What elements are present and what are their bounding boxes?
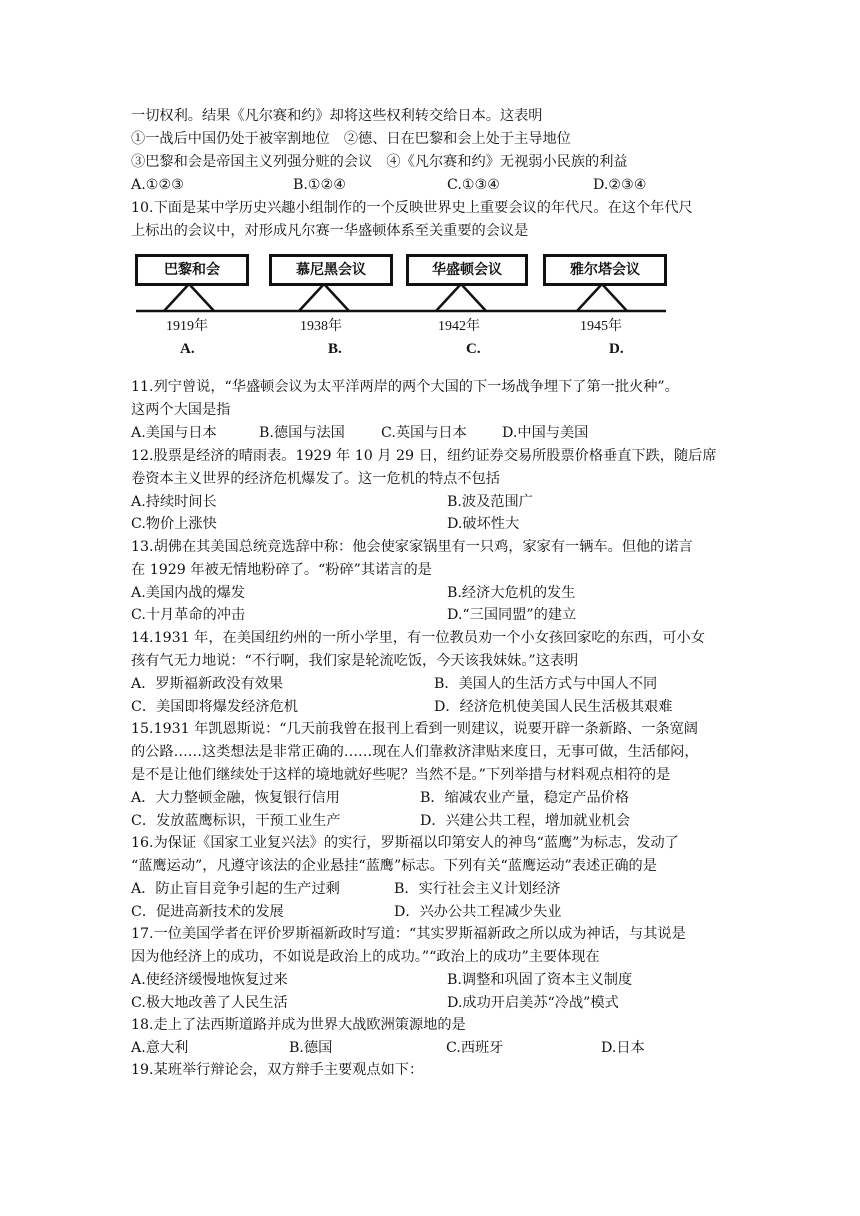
q13-stem-line1: 13.胡佛在其美国总统竞选辞中称：他会使家家锅里有一只鸡，家家有一辆车。但他的诺言 [131,539,693,555]
q11-option-b: B.德国与法国 [259,425,345,441]
q14-option-a: A．罗斯福新政没有效果 [131,676,284,692]
q18-option-a: A.意大利 [131,1040,189,1056]
q17-stem-line2: 因为他经济上的成功，不如说是政治上的成功。”“政治上的成功”主要体现在 [131,949,600,965]
timeline-letter-d: D. [609,341,624,357]
timeline-year-c: 1942年 [438,319,480,334]
timeline-year-d: 1945年 [580,319,622,334]
q16-option-b: B．实行社会主义计划经济 [394,881,561,897]
q15-option-d: D．兴建公共工程，增加就业机会 [420,813,631,829]
q16-stem-line2: “蓝鹰运动”，凡遵守该法的企业悬挂“蓝鹰”标志。下列有关“蓝鹰运动”表述正确的是 [131,858,657,874]
q18-option-d: D.日本 [601,1040,645,1056]
q15-option-c: C．发放蓝鹰标识，干预工业生产 [131,813,341,829]
q11-option-c: C.英国与日本 [381,425,467,441]
timeline-letter-b: B. [328,341,342,357]
q10-stem-line2: 上标出的会议中，对形成凡尔赛一华盛顿体系至关重要的会议是 [131,223,529,239]
q17-stem-line1: 17.一位美国学者在评价罗斯福新政时写道：“其实罗斯福新政之所以成为神话，与其说是 [131,926,686,942]
q9-option-a: A.①②③ [131,177,184,193]
q10-stem-line1: 10.下面是某中学历史兴趣小组制作的一个反映世界史上重要会议的年代尺。在这个年代尺 [131,200,693,216]
q9-statements-1-2: ①一战后中国仍处于被宰割地位 ②德、日在巴黎和会上处于主导地位 [131,131,571,147]
q16-option-d: D．兴办公共工程减少失业 [394,904,562,920]
q17-option-a: A.使经济缓慢地恢复过来 [131,972,288,988]
meeting-box-washington: 华盛顿会议 [406,254,528,286]
q9-option-b: B.①②④ [293,177,347,193]
q12-option-d: D.破坏性大 [447,516,520,532]
q11-stem-line2: 这两个大国是指 [131,402,231,418]
q18-stem: 18.走上了法西斯道路并成为世界大战欧洲策源地的是 [131,1017,466,1033]
timeline-marker-d [577,284,627,311]
timeline-marker-b [299,284,349,311]
q11-option-d: D.中国与美国 [502,425,589,441]
q9-statements-3-4: ③巴黎和会是帝国主义列强分赃的会议 ④《凡尔赛和约》无视弱小民族的利益 [131,154,628,170]
q12-stem-line2: 卷资本主义世界的经济危机爆发了。这一危机的特点不包括 [131,471,500,487]
q19-stem: 19.某班举行辩论会，双方辩手主要观点如下： [131,1062,424,1078]
q18-option-c: C.西班牙 [446,1040,504,1056]
q15-stem-line3: 是不是让他们继续处于这样的境地就好些呢？当然不是。”下列举措与材料观点相符的是 [131,767,671,783]
timeline-marker-c [436,284,486,311]
q16-option-c: C．促进高新技术的发展 [131,904,284,920]
meeting-box-munich: 慕尼黑会议 [269,254,393,286]
meeting-timeline [131,248,671,364]
timeline-year-a: 1919年 [166,319,208,334]
q15-option-b: B．缩减农业产量，稳定产品价格 [420,790,630,806]
q18-option-b: B.德国 [289,1040,333,1056]
timeline-letter-c: C. [466,341,481,357]
q12-stem-line1: 12.股票是经济的晴雨表。1929 年 10 月 29 日，纽约证券交易所股票价格垂直下跌，随后席 [131,448,717,464]
meeting-box-paris: 巴黎和会 [135,254,249,286]
q14-option-b: B．美国人的生活方式与中国人不同 [434,676,658,692]
q16-option-a: A．防止盲目竞争引起的生产过剩 [131,881,340,897]
q14-option-c: C．美国即将爆发经济危机 [131,699,298,715]
q17-option-d: D.成功开启美苏“冷战”模式 [447,995,619,1011]
timeline-year-b: 1938年 [300,319,342,334]
timeline-letter-a: A. [180,341,195,357]
q14-stem-line1: 14.1931 年，在美国纽约州的一所小学里，有一位教员劝一个小女孩回家吃的东西，可小女 [131,630,705,646]
q9-option-c: C.①③④ [447,177,501,193]
q12-option-c: C.物价上涨快 [131,516,217,532]
timeline-marker-a [164,284,214,311]
q15-stem-line1: 15.1931 年凯恩斯说：“几天前我曾在报刊上看到一则建议，说要开辟一条新路、一条宽阔 [131,721,698,737]
q9-option-d: D.②③④ [593,177,647,193]
q9-stem-tail: 一切权利。结果《凡尔赛和约》却将这些权利转交给日本。这表明 [131,108,543,124]
q13-option-d: D.“三国同盟”的建立 [447,607,577,623]
q16-stem-line1: 16.为保证《国家工业复兴法》的实行，罗斯福以印第安人的神鸟“蓝鹰”为标志，发动了 [131,835,679,851]
q15-option-a: A．大力整顿金融，恢复银行信用 [131,790,340,806]
q11-option-a: A.美国与日本 [131,425,217,441]
q15-stem-line2: 的公路……这类想法是非常正确的……现在人们靠救济津贴来度日，无事可做，生活郁闷， [131,744,699,760]
meeting-box-yalta: 雅尔塔会议 [543,254,667,286]
q12-option-b: B.波及范围广 [447,494,533,510]
q17-option-c: C.极大地改善了人民生活 [131,995,288,1011]
q13-option-b: B.经济大危机的发生 [447,585,576,601]
q17-option-b: B.调整和巩固了资本主义制度 [447,972,633,988]
q14-option-d: D．经济危机使美国人民生活极其艰难 [434,699,673,715]
q13-option-c: C.十月革命的冲击 [131,607,246,623]
q13-stem-line2: 在 1929 年被无情地粉碎了。“粉碎”其诺言的是 [131,562,432,578]
q14-stem-line2: 孩有气无力地说：“不行啊，我们家是轮流吃饭，今天该我妹妹。”这表明 [131,653,579,669]
q12-option-a: A.持续时间长 [131,494,217,510]
q11-stem-line1: 11.列宁曾说，“华盛顿会议为太平洋两岸的两个大国的下一场战争埋下了第一批火种”。 [131,379,679,395]
q13-option-a: A.美国内战的爆发 [131,585,246,601]
